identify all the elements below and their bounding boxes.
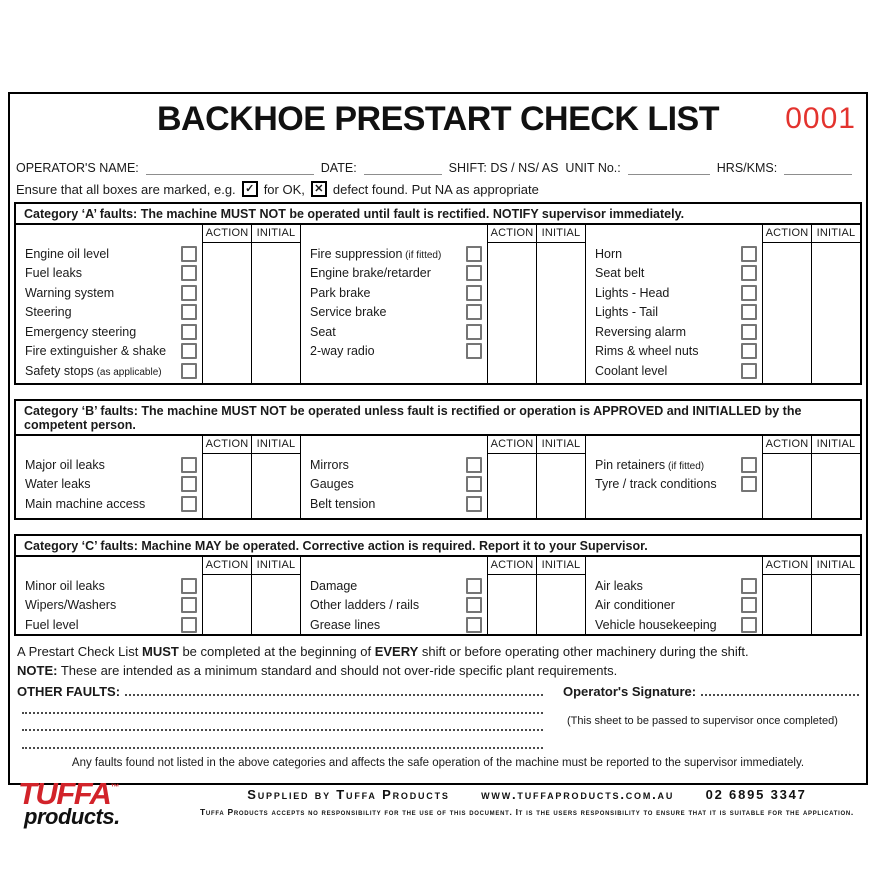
action-header: ACTION xyxy=(763,557,811,575)
checklist-item-coolant-level xyxy=(595,361,762,381)
action-header: ACTION xyxy=(203,557,251,575)
item-label: Gauges xyxy=(310,477,354,492)
website-link[interactable]: www.tuffaproducts.com.au xyxy=(481,786,675,802)
item-label: Horn xyxy=(595,246,623,261)
checklist-item-vehicle-housekeeping xyxy=(595,615,762,635)
phone-number: 02 6895 3347 xyxy=(705,786,807,802)
item-label: Engine oil level xyxy=(25,246,110,261)
disclaimer-text: Tuffa Products accepts no responsibility for the use of this document. It is the users responsibility to ensure that it is suitable for the application. xyxy=(200,806,854,817)
initial-column[interactable] xyxy=(536,557,585,635)
item-label: Warning system xyxy=(25,285,115,300)
prestart-checklist-form xyxy=(8,92,868,829)
item-label: Rims & wheel nuts xyxy=(595,344,699,359)
checkbox-engine-oil-level[interactable] xyxy=(181,246,197,262)
category-b-body xyxy=(16,436,860,518)
title-row xyxy=(14,94,862,152)
initial-column[interactable] xyxy=(251,225,300,383)
prestart-note: A Prestart Check List MUST be completed at the beginning of EVERY shift or before operating other machinery during the shift. xyxy=(17,644,749,659)
checklist-item-belt-tension xyxy=(310,494,487,514)
item-label: Park brake xyxy=(310,285,371,300)
category-c-body xyxy=(16,557,860,634)
action-column[interactable] xyxy=(762,557,811,635)
action-header: ACTION xyxy=(203,225,251,243)
item-label: Lights - Head xyxy=(595,285,670,300)
checkbox-horn[interactable] xyxy=(741,246,757,262)
checkbox-belt-tension[interactable] xyxy=(466,496,482,512)
items-column xyxy=(300,225,487,383)
checkbox-park-brake[interactable] xyxy=(466,285,482,301)
cross-glyph: ✕ xyxy=(314,182,324,195)
item-label: Emergency steering xyxy=(25,324,137,339)
checklist-item-park-brake xyxy=(310,283,487,303)
logo-products-text: products. xyxy=(24,803,120,829)
item-label: Damage xyxy=(310,578,358,593)
item-label: Air leaks xyxy=(595,578,643,593)
any-faults-note: Any faults found not listed in the above categories and affects the safe operation of the machine must be reported to the supervisor immediately. xyxy=(71,756,805,769)
item-label: Coolant level xyxy=(595,363,668,378)
checklist-item-air-leaks xyxy=(595,576,762,596)
action-header: ACTION xyxy=(488,557,536,575)
item-label: Water leaks xyxy=(25,477,91,492)
items-column xyxy=(300,436,487,518)
checkbox-reversing-alarm[interactable] xyxy=(741,324,757,340)
checklist-item-grease-lines xyxy=(310,615,487,635)
checklist-item-lights-head xyxy=(595,283,762,303)
checkbox-main-machine-access[interactable] xyxy=(181,496,197,512)
tuffa-logo xyxy=(18,775,196,829)
checklist-item-seat-belt xyxy=(595,264,762,284)
item-label: Air conditioner xyxy=(595,598,675,613)
action-header: ACTION xyxy=(488,225,536,243)
hrs-kms-field[interactable] xyxy=(784,160,852,175)
action-column[interactable] xyxy=(202,225,251,383)
checklist-item-pin-retainers xyxy=(595,455,762,475)
header-fields xyxy=(14,160,862,175)
checkbox-seat[interactable] xyxy=(466,324,482,340)
initial-header: INITIAL xyxy=(252,436,300,454)
checklist-item-fuel-leaks xyxy=(25,264,202,284)
footer xyxy=(14,775,862,829)
checklist-item-engine-brake-retarder xyxy=(310,264,487,284)
initial-header: INITIAL xyxy=(812,557,860,575)
checkbox-air-conditioner[interactable] xyxy=(741,597,757,613)
sheet-note: (This sheet to be passed to supervisor once completed) xyxy=(567,715,838,727)
checklist-item-wipers-washers xyxy=(25,596,202,616)
categories-container xyxy=(14,202,862,636)
checklist-item-reversing-alarm xyxy=(595,322,762,342)
checklist-item-rims-wheel-nuts xyxy=(595,342,762,362)
initial-header: INITIAL xyxy=(252,557,300,575)
item-note: (if fitted) xyxy=(665,460,705,472)
item-label: Pin retainers (if fitted) xyxy=(595,457,705,472)
operator-signature-label: Operator's Signature: xyxy=(563,684,697,699)
checkbox-fire-suppression[interactable] xyxy=(466,246,482,262)
initial-header: INITIAL xyxy=(537,436,585,454)
item-label: Fire suppression (if fitted) xyxy=(310,246,442,261)
checklist-item-safety-stops xyxy=(25,361,202,381)
initial-header: INITIAL xyxy=(812,436,860,454)
item-label: Belt tension xyxy=(310,496,376,511)
initial-column[interactable] xyxy=(251,557,300,635)
initial-header: INITIAL xyxy=(537,225,585,243)
checklist-item-steering xyxy=(25,303,202,323)
items-column xyxy=(585,225,762,383)
instruction-line xyxy=(14,181,862,197)
page-title: BACKHOE PRESTART CHECK LIST xyxy=(157,100,719,138)
item-label: Steering xyxy=(25,305,72,320)
operator-signature-field[interactable] xyxy=(701,694,859,696)
checkbox-fire-extinguisher-shake[interactable] xyxy=(181,343,197,359)
category-c xyxy=(14,534,862,636)
unit-no-label: UNIT No.: xyxy=(565,161,621,175)
checklist-item-2-way-radio xyxy=(310,342,487,362)
items-column xyxy=(16,436,202,518)
initial-header: INITIAL xyxy=(252,225,300,243)
item-label: Seat xyxy=(310,324,336,339)
form-number: 0001 xyxy=(785,102,856,135)
checkbox-grease-lines[interactable] xyxy=(466,617,482,633)
initial-column[interactable] xyxy=(536,225,585,383)
checkbox-gauges[interactable] xyxy=(466,476,482,492)
checkbox-pin-retainers[interactable] xyxy=(741,457,757,473)
checklist-item-horn xyxy=(595,244,762,264)
checklist-item-mirrors xyxy=(310,455,487,475)
checkbox-lights-head[interactable] xyxy=(741,285,757,301)
item-label: Lights - Tail xyxy=(595,305,658,320)
items-column xyxy=(585,436,762,518)
category-a-body xyxy=(16,225,860,383)
action-column[interactable] xyxy=(487,436,536,518)
action-column[interactable] xyxy=(202,436,251,518)
initial-column[interactable] xyxy=(251,436,300,518)
items-column xyxy=(300,557,487,635)
action-column[interactable] xyxy=(487,225,536,383)
action-header: ACTION xyxy=(763,436,811,454)
checkbox-coolant-level[interactable] xyxy=(741,363,757,379)
checklist-item-major-oil-leaks xyxy=(25,455,202,475)
item-label: Fire extinguisher & shake xyxy=(25,344,167,359)
checked-box-icon xyxy=(242,181,258,197)
supplier-info xyxy=(196,778,858,817)
supplied-line xyxy=(196,787,858,802)
item-label: Grease lines xyxy=(310,617,381,632)
checkbox-fuel-level[interactable] xyxy=(181,617,197,633)
checkbox-wipers-washers[interactable] xyxy=(181,597,197,613)
category-a-title: Category ‘A’ faults: The machine MUST NOT be operated until fault is rectified. NOTIFY supervisor immediately. xyxy=(16,204,860,225)
supplied-by-text: Supplied by Tuffa Products xyxy=(247,786,450,802)
item-label: Safety stops (as applicable) xyxy=(25,363,162,378)
date-field[interactable] xyxy=(364,160,442,175)
action-column[interactable] xyxy=(202,557,251,635)
action-column[interactable] xyxy=(487,557,536,635)
item-label: Seat belt xyxy=(595,266,645,281)
checkbox-minor-oil-leaks[interactable] xyxy=(181,578,197,594)
items-column xyxy=(16,225,202,383)
checklist-item-main-machine-access xyxy=(25,494,202,514)
checkbox-warning-system[interactable] xyxy=(181,285,197,301)
initial-column[interactable] xyxy=(811,436,860,518)
checkbox-engine-brake-retarder[interactable] xyxy=(466,265,482,281)
item-label: Service brake xyxy=(310,305,387,320)
notes-section xyxy=(14,642,862,769)
operator-name-field[interactable] xyxy=(146,160,314,175)
other-faults-area xyxy=(17,681,543,752)
checkbox-vehicle-housekeeping[interactable] xyxy=(741,617,757,633)
other-faults-line-2[interactable] xyxy=(22,712,543,714)
item-note: (as applicable) xyxy=(93,366,162,378)
checklist-item-emergency-steering xyxy=(25,322,202,342)
checkbox-rims-wheel-nuts[interactable] xyxy=(741,343,757,359)
item-label: Other ladders / rails xyxy=(310,598,420,613)
instruction-ok-text: for OK, xyxy=(263,181,305,197)
action-column[interactable] xyxy=(762,225,811,383)
checklist-item-service-brake xyxy=(310,303,487,323)
other-faults-label: OTHER FAULTS: xyxy=(17,684,121,699)
shift-label: SHIFT: DS / NS/ AS xyxy=(448,161,559,175)
category-a xyxy=(14,202,862,385)
checklist-item-other-ladders-rails xyxy=(310,596,487,616)
instruction-defect-text: defect found. Put NA as appropriate xyxy=(332,181,539,197)
action-header: ACTION xyxy=(203,436,251,454)
action-column[interactable] xyxy=(762,436,811,518)
checklist-item-seat xyxy=(310,322,487,342)
items-column xyxy=(585,557,762,635)
checkbox-safety-stops[interactable] xyxy=(181,363,197,379)
checklist-item-fire-suppression xyxy=(310,244,487,264)
initial-column[interactable] xyxy=(811,225,860,383)
checkbox-damage[interactable] xyxy=(466,578,482,594)
item-label: Vehicle housekeeping xyxy=(595,617,717,632)
checklist-item-warning-system xyxy=(25,283,202,303)
checklist-item-tyre-track-conditions xyxy=(595,475,762,495)
initial-column[interactable] xyxy=(536,436,585,518)
checklist-item-engine-oil-level xyxy=(25,244,202,264)
item-label: Main machine access xyxy=(25,496,146,511)
item-label: Fuel leaks xyxy=(25,266,82,281)
checkbox-2-way-radio[interactable] xyxy=(466,343,482,359)
checkbox-major-oil-leaks[interactable] xyxy=(181,457,197,473)
checkbox-tyre-track-conditions[interactable] xyxy=(741,476,757,492)
item-note: (if fitted) xyxy=(402,249,442,261)
checklist-item-gauges xyxy=(310,475,487,495)
category-b-title: Category ‘B’ faults: The machine MUST NOT be operated unless fault is rectified or operation is APPROVED and INITIALLED by the competent person. xyxy=(16,401,860,436)
item-label: Wipers/Washers xyxy=(25,598,117,613)
checkbox-seat-belt[interactable] xyxy=(741,265,757,281)
crossed-box-icon xyxy=(311,181,327,197)
checkbox-other-ladders-rails[interactable] xyxy=(466,597,482,613)
checkbox-air-leaks[interactable] xyxy=(741,578,757,594)
check-glyph: ✓ xyxy=(245,182,255,195)
item-label: Minor oil leaks xyxy=(25,578,105,593)
category-c-title: Category ‘C’ faults: Machine MAY be operated. Corrective action is required. Report it to your Supervisor. xyxy=(16,536,860,557)
checklist-item-water-leaks xyxy=(25,475,202,495)
other-faults-line-4[interactable] xyxy=(22,747,543,749)
hrs-kms-label: HRS/KMS: xyxy=(716,161,778,175)
checklist-item-minor-oil-leaks xyxy=(25,576,202,596)
action-header: ACTION xyxy=(488,436,536,454)
fault-grid xyxy=(17,681,859,752)
instruction-prefix: Ensure that all boxes are marked, e.g. xyxy=(16,181,236,197)
item-label: Engine brake/retarder xyxy=(310,266,431,281)
checkbox-fuel-leaks[interactable] xyxy=(181,265,197,281)
item-label: Fuel level xyxy=(25,617,79,632)
initial-header: INITIAL xyxy=(812,225,860,243)
item-label: Tyre / track conditions xyxy=(595,477,717,492)
minimum-standard-note: NOTE: These are intended as a minimum standard and should not over-ride specific plant requirements. xyxy=(17,663,618,678)
trademark-icon: ™ xyxy=(110,781,120,792)
operator-name-label: OPERATOR'S NAME: xyxy=(16,161,139,175)
item-label: Reversing alarm xyxy=(595,324,687,339)
other-faults-line-1[interactable] xyxy=(125,694,543,696)
unit-no-field[interactable] xyxy=(628,160,710,175)
checkbox-lights-tail[interactable] xyxy=(741,304,757,320)
logo-tuffa-text: TUFFA™ xyxy=(18,775,120,811)
checkbox-service-brake[interactable] xyxy=(466,304,482,320)
action-header: ACTION xyxy=(763,225,811,243)
checklist-item-air-conditioner xyxy=(595,596,762,616)
signature-area xyxy=(563,681,859,752)
checkbox-water-leaks[interactable] xyxy=(181,476,197,492)
checklist-item-damage xyxy=(310,576,487,596)
item-label: 2-way radio xyxy=(310,344,375,359)
date-label: DATE: xyxy=(320,161,357,175)
checklist-item-lights-tail xyxy=(595,303,762,323)
category-b xyxy=(14,399,862,520)
initial-header: INITIAL xyxy=(537,557,585,575)
checkbox-mirrors[interactable] xyxy=(466,457,482,473)
item-label: Major oil leaks xyxy=(25,457,105,472)
checklist-item-fuel-level xyxy=(25,615,202,635)
other-faults-line-3[interactable] xyxy=(22,729,543,731)
items-column xyxy=(16,557,202,635)
item-label: Mirrors xyxy=(310,457,349,472)
checklist-item-fire-extinguisher-shake xyxy=(25,342,202,362)
initial-column[interactable] xyxy=(811,557,860,635)
checkbox-emergency-steering[interactable] xyxy=(181,324,197,340)
checkbox-steering[interactable] xyxy=(181,304,197,320)
